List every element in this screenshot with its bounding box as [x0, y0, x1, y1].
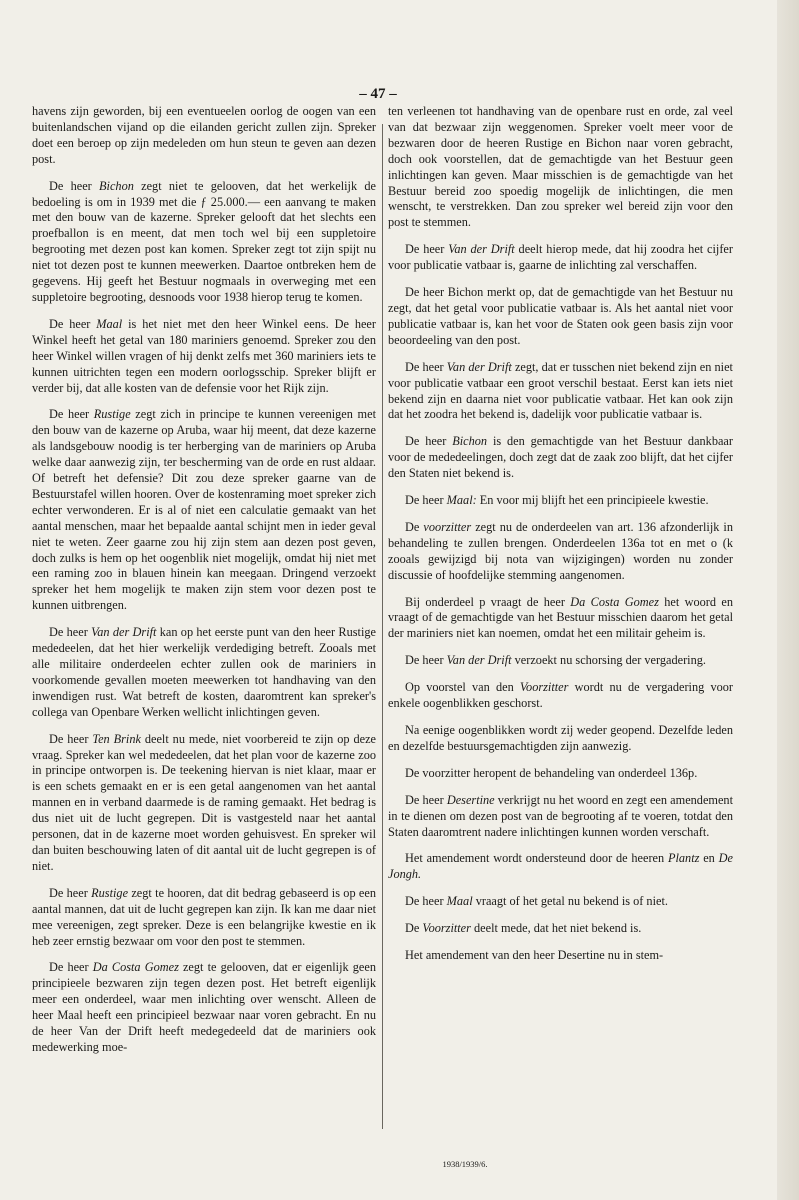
speaker-name: Da Costa Gomez — [570, 594, 659, 609]
speaker-name: Bichon — [452, 434, 488, 449]
paragraph-text: De heer — [49, 731, 93, 746]
paragraph — [388, 723, 733, 755]
paragraph-text: het woord en vraagt of de gemachtigde van het Bestuur misschien daarom het getal der mariniers niet kan noemen, omdat het een militair geheim is. — [388, 594, 733, 641]
speaker-name: De Jongh. — [388, 851, 733, 882]
paragraph-text: De — [405, 921, 423, 936]
paragraph-text: De heer — [49, 316, 97, 331]
speaker-name: Van der Drift — [91, 625, 157, 640]
paragraph-text: zegt niet te gelooven, dat het werkelijk de bedoeling is om in 1939 met die ƒ 25.000.— een aanvang te maken met den bouw van de kazerne. Spreker gelooft dat het slechts een proefballon is en meent, dat men toch wel bij een suppletoire begrooting met dezen post kan komen. Spreker zegt tot zijn spijt nu niet tot dezen post te kunnen meewerken. Daartoe ontbreken hem de gegevens. Hij geeft het Bestuur nogmaals in overweging met een suppletoire begrooting, desnoods voor 1938 hierop terug te komen. — [32, 178, 376, 304]
paragraph-text: Na eenige oogenblikken wordt zij weder geopend. Dezelfde leden en dezelfde bestuursgemachtigden zijn aanwezig. — [388, 723, 733, 753]
paragraph — [388, 242, 733, 274]
speaker-name: Van der Drift — [446, 653, 512, 668]
paragraph — [388, 680, 733, 712]
speaker-name: Rustige — [93, 407, 131, 422]
paragraph-text: en — [699, 851, 719, 866]
speaker-name: Da Costa Gomez — [92, 960, 179, 975]
footer-signature: 1938/1939/6. — [442, 1159, 488, 1169]
paragraph — [32, 960, 376, 1055]
paragraph — [388, 493, 733, 509]
paragraph-text: De heer — [405, 653, 447, 668]
paragraph-text: is den gemachtigde van het Bestuur dankbaar voor de mededeelingen, doch zegt dat de zaak zoo blijft, dat het cijfer den Staten niet bekend is. — [388, 434, 733, 481]
speaker-name: Maal: — [446, 493, 477, 508]
paragraph-text: De heer — [405, 359, 447, 374]
speaker-name: Rustige — [91, 885, 129, 900]
paragraph — [388, 520, 733, 584]
paragraph-text: De voorzitter heropent de behandeling van onderdeel 136p. — [405, 765, 698, 780]
paragraph-text: deelt hierop mede, dat hij zoodra het cijfer voor publicatie vatbaar is, gaarne de inlichting zal verschaffen. — [388, 242, 733, 273]
speaker-name: Ten Brink — [92, 731, 141, 746]
speaker-name: Plantz — [667, 851, 700, 866]
paragraph — [32, 625, 376, 720]
paragraph — [388, 851, 733, 883]
paragraph-text: zegt nu de onderdeelen van art. 136 afzonderlijk in behandeling te zullen brengen. Onderdeelen 136a tot en met o (k zooals gewijzigd bij nota van wijzigingen) worden nu zonder discussie of hoofdelijke stemming aangenomen. — [388, 519, 733, 582]
paragraph-text: zegt te gelooven, dat er eigenlijk geen principieele bezwaren zijn tegen dezen post. Het betreft eigenlijk meer een onderdeel, waar men inlichting over wenscht. Alleen de heer Maal heeft een principieel bezwaar naar voren gebracht. En nu de heer Van der Drift heeft medegedeeld dat de mariniers ook medewerking moe- — [32, 960, 376, 1054]
paragraph — [388, 434, 733, 482]
paragraph — [388, 948, 733, 964]
paragraph — [388, 921, 733, 937]
paragraph-text: De heer — [405, 894, 447, 909]
paragraph-text: Het amendement van den heer Desertine nu in stem- — [405, 948, 664, 963]
paragraph — [388, 793, 733, 841]
speaker-name: Maal — [446, 894, 473, 909]
paragraph — [32, 179, 376, 306]
speaker-name: Desertine — [446, 792, 495, 807]
paragraph-text: verkrijgt nu het woord en zegt een amendement in te dienen om dezen post van de begrooting af te voeren, totdat den Staten daaromtrent nadere inlichtingen kunnen worden verschaft. — [388, 792, 733, 839]
paragraph — [32, 104, 376, 168]
page-number: – 47 – — [359, 86, 397, 102]
paragraph-text: wordt nu de vergadering voor enkele oogenblikken geschorst. — [388, 680, 733, 711]
paragraph-text: De heer — [49, 178, 100, 193]
paragraph-text: De heer — [405, 792, 447, 807]
paragraph — [388, 653, 733, 669]
paragraph-text: De heer — [405, 493, 447, 508]
paragraph-text: ten verleenen tot handhaving van de openbare rust en orde, zal veel van dat bezwaar zijn weggenomen. Spreker voelt meer voor de bezwaren door de heeren Rustige en Bichon naar voren gebracht, doch ook voorstellen, dat de gemachtigde van het Bestuur geen inlichtingen kan geven. Maar misschien is de gemachtigde van het Bestuur bereid zoo spoedig mogelijk de inlichtingen, die men wenscht, te verstrekken. Dan zou spreker wel bereid zijn voor den post te stemmen. — [388, 104, 733, 230]
speaker-name: Voorzitter — [422, 921, 471, 936]
paragraph-text: kan op het eerste punt van den heer Rustige mededeelen, dat het hier werkelijk verdediging betreft. Zooals met alle militaire onderdeelen echter zullen ook de mariniers in voorkomende gevallen moeten meewerken tot handhaving van den inwendigen rust. Wat betreft de kosten, daaromtrent kan spreker's collega van Openbare Werken wellicht inlichtingen geven. — [32, 625, 376, 719]
paragraph-text: De heer — [49, 625, 92, 640]
paragraph — [32, 407, 376, 614]
column-divider — [382, 124, 383, 1129]
paragraph — [32, 317, 376, 397]
paragraph — [388, 894, 733, 910]
paragraph-text: vraagt of het getal nu bekend is of niet. — [472, 894, 668, 909]
paragraph — [388, 766, 733, 782]
paragraph-text: Op voorstel van den — [405, 680, 520, 695]
paragraph-text: is het niet met den heer Winkel eens. De heer Winkel heeft het getal van 180 mariniers genoemd. Spreker zou den heer Winkel willen vragen of hij denkt zelfs met 360 mariniers iets te kunnen uitrichten tegen een modern oorlogsschip. Spreker blijft er verder bij, dat alle kosten van de defensie voor het Rijk zijn. — [32, 316, 376, 395]
paragraph — [388, 285, 733, 349]
paragraph-text: De heer — [405, 242, 449, 257]
page-edge-shadow — [777, 0, 799, 1200]
speaker-name: Van der Drift — [448, 242, 515, 257]
paragraph-text: De heer — [49, 885, 92, 900]
paragraph-text: zegt zich in principe te kunnen vereenigen met den bouw van de kazerne op Aruba, waar hij meent, dat deze kazerne als landsgebouw noodig is ter herberging van de mariniers op Aruba welke daar aanwezig zijn, ter bescherming van de orde en rust aldaar. Of betreft het defensie? Dit zou deze spreker gaarne van de Bestuurstafel willen hooren. Over de kostenraming moet spreker zich echter verwonderen. Er is al of niet een calculatie gemaakt van het aantal menschen, maar het bepaalde aantal schijnt men in ieder geval niet te weten. Zeer gaarne zou hij zijn stem aan dezen post geven, doch zulks is hem op het oogenblik niet mogelijk, omdat hij niet met een raming zoo in blauen hinein kan meegaan. Dringend verzoekt spreker het hem mogelijk te maken zijn stem voor dezen post te kunnen uitbrengen. — [32, 407, 376, 613]
left-column — [32, 104, 376, 1067]
paragraph-text: deelt mede, dat het niet bekend is. — [470, 921, 642, 936]
paragraph-text: verzoekt nu schorsing der vergadering. — [511, 653, 706, 668]
paragraph-text: De heer Bichon merkt op, dat de gemachtigde van het Bestuur nu zegt, dat het getal voor publicatie vatbaar is. Als het aantal niet voor publicatie vatbaar is, kan het voor de Staten ook geen basis zijn voor beoordeeling van den post. — [388, 285, 733, 347]
paragraph — [32, 732, 376, 875]
paragraph-text: Het amendement wordt ondersteund door de heeren — [405, 851, 668, 866]
speaker-name: Voorzitter — [519, 680, 569, 695]
paragraph-text: zegt te hooren, dat dit bedrag gebaseerd is op een aantal mannen, dat uit de lucht gegrepen kan zijn. Ik kan me daar niet mee vereenigen, zegt spreker. Deze is een belangrijke kwestie en ik heb zeer ernstig bezwaar om voor den post te stemmen. — [32, 885, 376, 948]
paragraph-text: Bij onderdeel p vraagt de heer — [405, 594, 571, 609]
speaker-name: Bichon — [99, 178, 134, 193]
paragraph — [388, 360, 733, 424]
paragraph-text: De heer — [49, 407, 94, 422]
right-column — [388, 104, 733, 975]
paragraph-text: De heer — [405, 434, 453, 449]
paragraph-text: deelt nu mede, niet voorbereid te zijn op deze vraag. Spreker kan wel mededeelen, dat het plan voor de kazerne zoo in principe ontworpen is. De teekening hiervan is niet klaar, maar er is een schets gemaakt en er is een getal aangenomen van het aantal mannen en in verband daarmede is de raming gemaakt. Het bedrag is dus niet uit de lucht gegrepen. Dit is vastgesteld naar het aantal personen, dat in de kazerne moet worden gehuisvest. En spreker wil dan buiten beschouwing laten of dit aantal uit de lucht gegrepen is of niet. — [32, 731, 376, 873]
speaker-name: voorzitter — [423, 519, 472, 534]
speaker-name: Van der Drift — [446, 359, 512, 374]
paragraph-text: De heer — [49, 960, 93, 975]
speaker-name: Maal — [96, 316, 123, 331]
paragraph — [388, 595, 733, 643]
paragraph — [32, 886, 376, 950]
paragraph-text: havens zijn geworden, bij een eventueelen oorlog de oogen van een buitenlandschen vijand op die eilanden gericht zullen zijn. Spreker doet een beroep op zijn medeleden om hun steun te geven aan dezen post. — [32, 104, 376, 166]
paragraph-text: En voor mij blijft het een principieele kwestie. — [476, 493, 709, 508]
paragraph-text: zegt, dat er tusschen niet bekend zijn en niet voor publicatie vatbaar een groot verschil bestaat. Eerst kan iets niet bekend zijn en daarna niet voor publicatie vatbaar. Het kan ook zijn dat het zoodra het bekend is, dadelijk voor publicatie vatbaar is. — [388, 359, 733, 422]
paragraph-text: De — [405, 519, 424, 534]
paragraph — [388, 104, 733, 231]
